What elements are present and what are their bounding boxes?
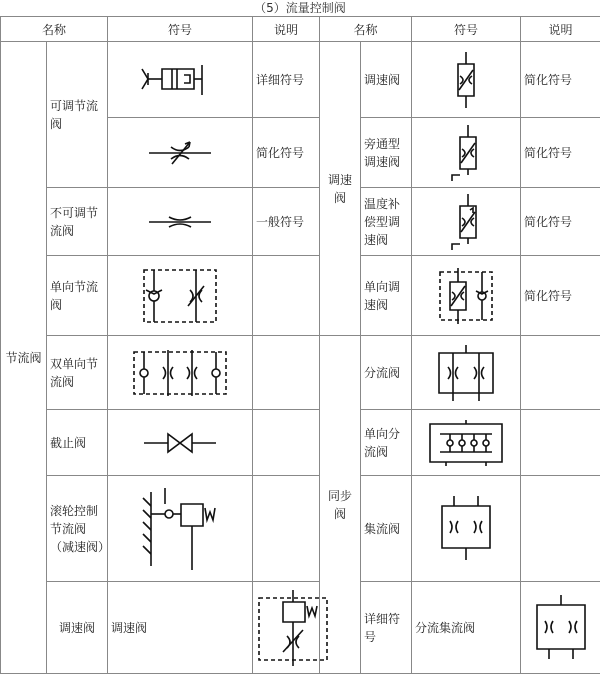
- header-row: [1, 17, 600, 42]
- header-symbol-left: 符号: [108, 17, 253, 42]
- cell-name: 双单向节流阀: [47, 336, 108, 410]
- cell-desc: 简化符号: [521, 42, 600, 118]
- table-row: [1, 256, 600, 336]
- cell-desc: [521, 476, 600, 582]
- cell-name: 旁通型调速阀: [361, 118, 412, 188]
- stop-valve-symbol-icon: [140, 428, 220, 458]
- cell-desc: 详细符号: [253, 42, 320, 118]
- symbol-cell: [412, 188, 521, 256]
- table-row: [1, 336, 600, 410]
- symbol-cell: [108, 118, 253, 188]
- cell-desc: 简化符号: [521, 256, 600, 336]
- double-check-throttle-valve-symbol-icon: [130, 348, 230, 398]
- symbol-cell: [108, 476, 253, 582]
- divider-combiner-valve-symbol-icon: [531, 593, 591, 663]
- group-label-throttle-valve: 节流阀: [1, 42, 47, 674]
- header-desc-left: 说明: [253, 17, 320, 42]
- header-name-right: 名称: [320, 17, 412, 42]
- cell-desc: [253, 476, 320, 582]
- temperature-compensated-speed-control-valve-symbol-icon: [446, 192, 486, 252]
- adjustable-throttle-valve-detailed-symbol-icon: [140, 55, 220, 105]
- check-throttle-valve-symbol-icon: [140, 266, 220, 326]
- header-desc-right: 说明: [521, 17, 600, 42]
- symbol-cell: [521, 582, 600, 674]
- cell-name: 分流集流阀: [412, 582, 521, 674]
- table-row: [1, 42, 600, 118]
- group-label-synchronizing-valve: 同步阀: [320, 336, 361, 674]
- header-name-left: 名称: [1, 17, 108, 42]
- symbol-cell: [108, 188, 253, 256]
- cell-name: 单向节流阀: [47, 256, 108, 336]
- flow-control-valve-table: [0, 16, 600, 674]
- group-label-speed-control-valve: 调速阀: [320, 42, 361, 336]
- cell-name: 集流阀: [361, 476, 412, 582]
- table-row: [1, 188, 600, 256]
- cell-desc: 简化符号: [253, 118, 320, 188]
- cell-name: 分流阀: [361, 336, 412, 410]
- speed-control-valve-simplified-symbol-icon: [446, 50, 486, 110]
- cell-name: 滚轮控制节流阀（减速阀）: [47, 476, 108, 582]
- table-row: [1, 410, 600, 476]
- cell-name: 单向调速阀: [361, 256, 412, 336]
- symbol-cell: [412, 118, 521, 188]
- cell-desc: [253, 410, 320, 476]
- bypass-speed-control-valve-symbol-icon: [446, 123, 486, 183]
- cell-desc: 简化符号: [521, 188, 600, 256]
- cell-desc: [253, 336, 320, 410]
- cell-desc: 简化符号: [521, 118, 600, 188]
- adjustable-throttle-valve-simplified-symbol-icon: [145, 138, 215, 168]
- cell-desc: 详细符号: [361, 582, 412, 674]
- cell-name: 可调节流阀: [47, 42, 108, 188]
- cell-desc: [253, 256, 320, 336]
- fixed-throttle-valve-symbol-icon: [145, 207, 215, 237]
- symbol-cell: [412, 256, 521, 336]
- flow-divider-valve-symbol-icon: [431, 343, 501, 403]
- cell-name: 不可调节流阀: [47, 188, 108, 256]
- table-row: [1, 582, 600, 674]
- cell-name: 单向分流阀: [361, 410, 412, 476]
- cell-name: 温度补偿型调速阀: [361, 188, 412, 256]
- check-speed-control-valve-symbol-icon: [436, 266, 496, 326]
- table-caption: （5）流量控制阀: [0, 0, 600, 16]
- symbol-cell: [253, 582, 320, 674]
- roller-controlled-throttle-valve-symbol-icon: [135, 484, 225, 574]
- cell-name: 调速阀: [108, 582, 253, 674]
- symbol-cell: [412, 410, 521, 476]
- cell-name: 截止阀: [47, 410, 108, 476]
- cell-desc: [521, 410, 600, 476]
- cell-name: 调速阀: [361, 42, 412, 118]
- cell-desc: 一般符号: [253, 188, 320, 256]
- table-row: [1, 476, 600, 582]
- symbol-cell: [108, 336, 253, 410]
- symbol-cell: [108, 410, 253, 476]
- symbol-cell: [108, 42, 253, 118]
- symbol-cell: [412, 42, 521, 118]
- flow-combiner-valve-symbol-icon: [436, 494, 496, 564]
- check-flow-divider-valve-symbol-icon: [426, 418, 506, 468]
- group-label-speed-control-valve-left: 调速阀: [47, 582, 108, 674]
- header-symbol-right: 符号: [412, 17, 521, 42]
- speed-control-valve-detailed-symbol-icon: [253, 588, 333, 668]
- symbol-cell: [412, 476, 521, 582]
- symbol-cell: [108, 256, 253, 336]
- symbol-cell: [412, 336, 521, 410]
- cell-desc: [521, 336, 600, 410]
